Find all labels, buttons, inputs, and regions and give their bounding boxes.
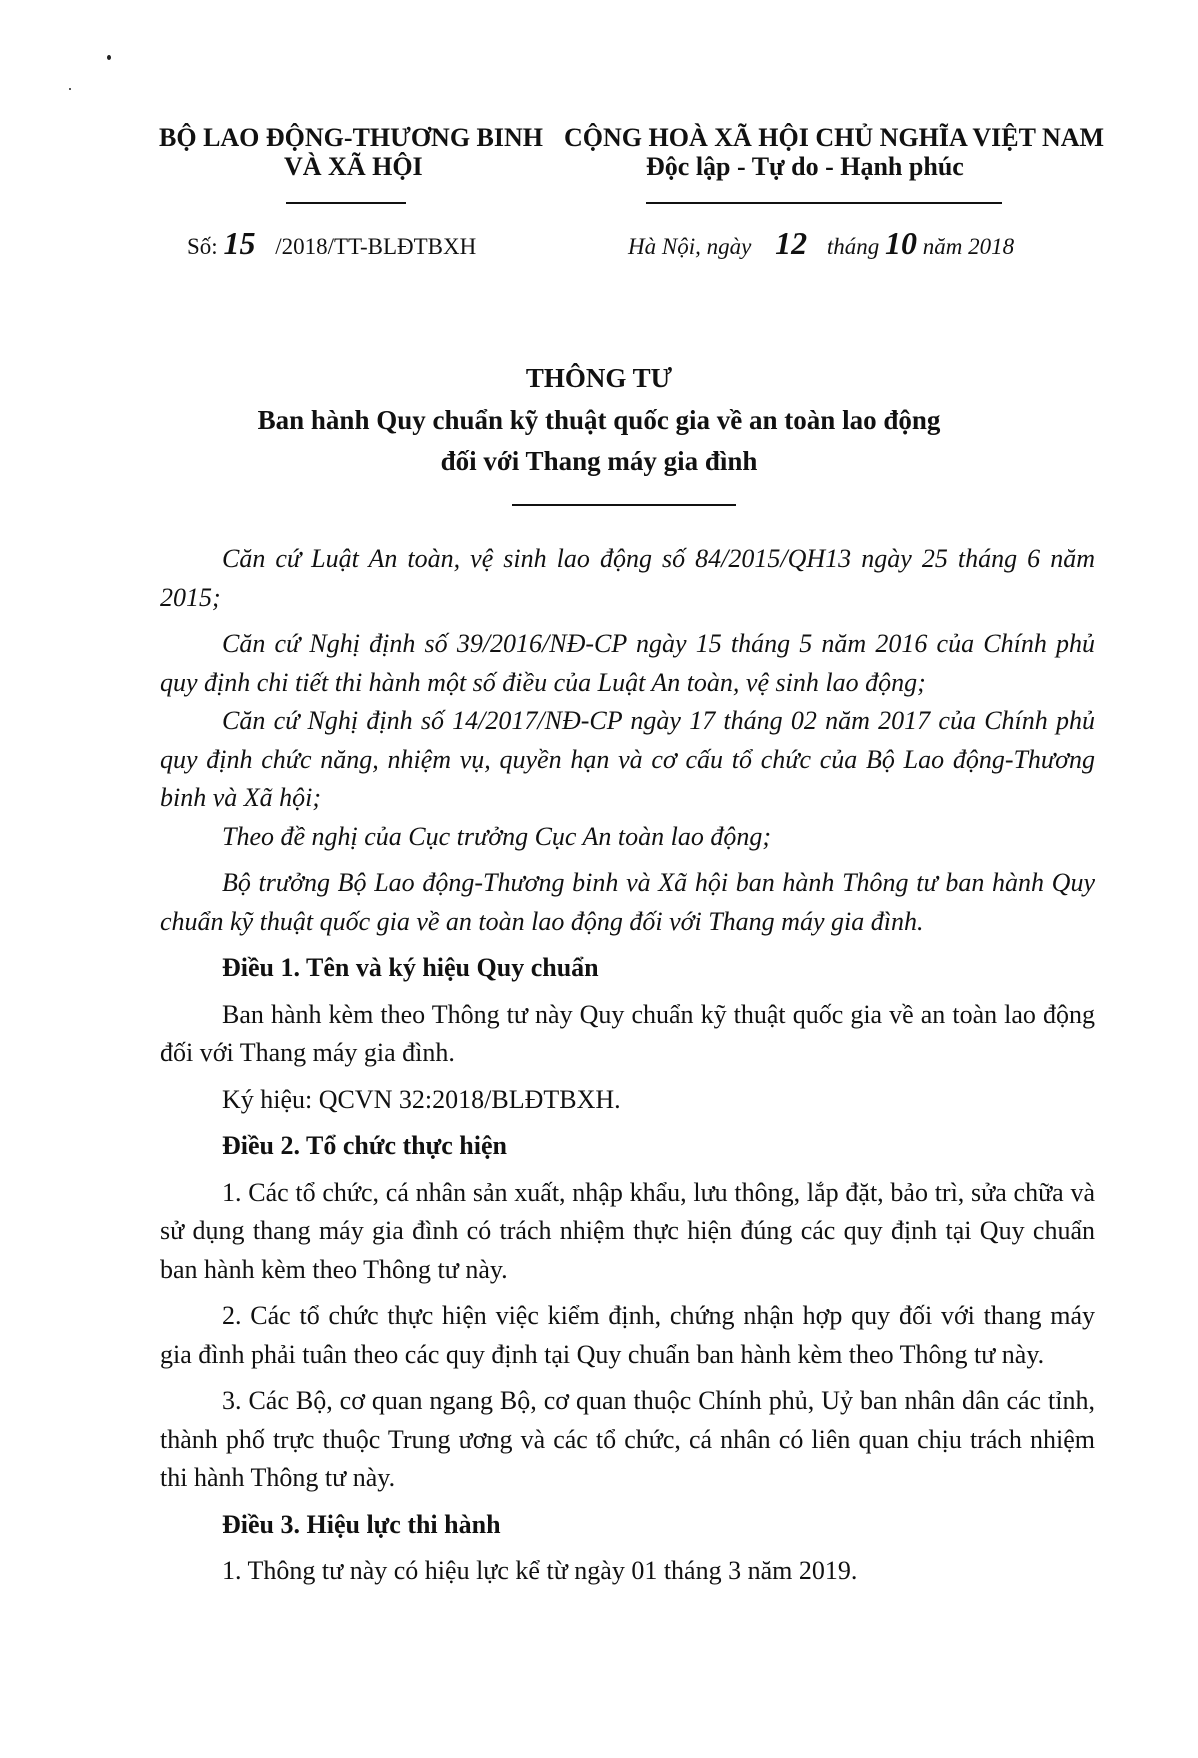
handwritten-day: 12 — [775, 225, 808, 261]
article-heading: Điều 3. Hiệu lực thi hành — [222, 1509, 501, 1539]
handwritten-month: 10 — [884, 225, 917, 261]
document-number — [187, 225, 476, 262]
preamble-paragraph: Bộ trưởng Bộ Lao động-Thương binh và Xã hội ban hành Thông tư ban hành Quy chuẩn kỹ thuật quốc gia về an toàn lao động đối với Thang máy gia đình. — [160, 868, 1095, 936]
preamble-paragraph: Theo đề nghị của Cục trưởng Cục An toàn lao động; — [222, 821, 771, 851]
preamble-paragraph: Căn cứ Nghị định số 39/2016/NĐ-CP ngày 15 tháng 5 năm 2016 của Chính phủ quy định chi tiết thi hành một số điều của Luật An toàn, vệ sinh lao động; — [160, 629, 1095, 697]
ministry-underline — [286, 202, 406, 204]
document-subtitle-line2: đối với Thang máy gia đình — [440, 446, 758, 476]
handwritten-number: 15 — [223, 225, 256, 261]
date-month-label: tháng — [826, 234, 880, 259]
document-body — [160, 540, 1095, 1591]
nation-motto: Độc lập - Tự do - Hạnh phúc — [646, 152, 964, 181]
ministry-name-line1: BỘ LAO ĐỘNG-THƯƠNG BINH — [159, 123, 544, 152]
preamble-paragraph: Căn cứ Nghị định số 14/2017/NĐ-CP ngày 17 tháng 02 năm 2017 của Chính phủ quy định chức năng, nhiệm vụ, quyền hạn và cơ cấu tổ chức của Bộ Lao động-Thương binh và Xã hội; — [160, 706, 1095, 812]
document-type: THÔNG TƯ — [525, 363, 673, 393]
article-paragraph: Ký hiệu: QCVN 32:2018/BLĐTBXH. — [222, 1084, 621, 1114]
article-paragraph: 3. Các Bộ, cơ quan ngang Bộ, cơ quan thuộc Chính phủ, Uỷ ban nhân dân các tỉnh, thành phố trực thuộc Trung ương và các tổ chức, cá nhân có liên quan chịu trách nhiệm thi hành Thông tư này. — [160, 1386, 1095, 1492]
motto-underline — [646, 202, 1002, 204]
title-underline — [512, 504, 736, 506]
ministry-name-line2: VÀ XÃ HỘI — [284, 152, 423, 181]
article-heading: Điều 2. Tổ chức thực hiện — [222, 1131, 507, 1160]
document-subtitle-line1: Ban hành Quy chuẩn kỹ thuật quốc gia về an toàn lao động — [257, 405, 941, 435]
scan-speck — [69, 88, 71, 90]
number-prefix: Số: — [187, 234, 218, 259]
document-date — [628, 225, 1014, 262]
scan-speck — [107, 55, 111, 60]
article-heading: Điều 1. Tên và ký hiệu Quy chuẩn — [222, 953, 599, 982]
article-paragraph: Ban hành kèm theo Thông tư này Quy chuẩn kỹ thuật quốc gia về an toàn lao động đối với Thang máy gia đình. — [160, 999, 1095, 1067]
article-paragraph: 1. Thông tư này có hiệu lực kể từ ngày 01 tháng 3 năm 2019. — [222, 1556, 858, 1585]
date-year: năm 2018 — [922, 234, 1015, 259]
nation-name: CỘNG HOÀ XÃ HỘI CHỦ NGHĨA VIỆT NAM — [564, 123, 1105, 152]
article-paragraph: 2. Các tổ chức thực hiện việc kiểm định, chứng nhận hợp quy đối với thang máy gia đình phải tuân theo các quy định tại Quy chuẩn ban hành kèm theo Thông tư này. — [160, 1301, 1095, 1369]
preamble-paragraph: Căn cứ Luật An toàn, vệ sinh lao động số 84/2015/QH13 ngày 25 tháng 6 năm 2015; — [160, 544, 1095, 612]
number-suffix: /2018/TT-BLĐTBXH — [275, 234, 477, 259]
article-paragraph: 1. Các tổ chức, cá nhân sản xuất, nhập khẩu, lưu thông, lắp đặt, bảo trì, sửa chữa và sử dụng thang máy gia đình có trách nhiệm thực hiện đúng các quy định tại Quy chuẩn ban hành kèm theo Thông tư này. — [160, 1177, 1095, 1284]
date-prefix: Hà Nội, ngày — [628, 234, 752, 259]
